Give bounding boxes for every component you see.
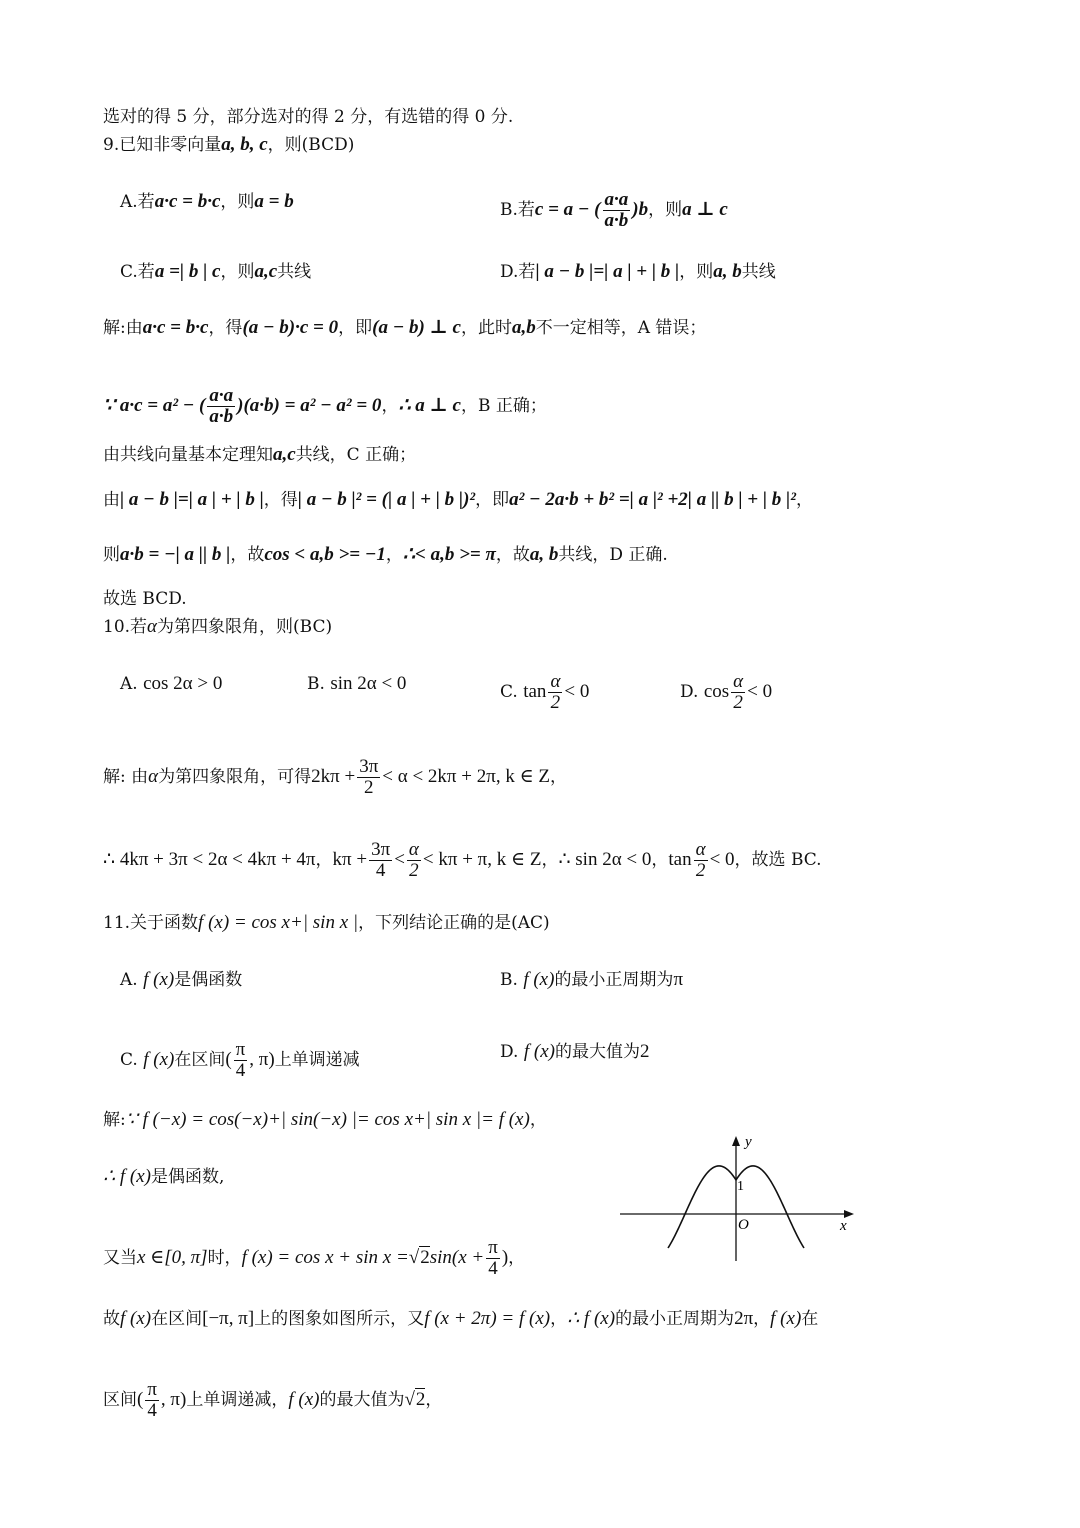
q11-option-a: A. f (x)是偶函数	[120, 969, 243, 990]
q9-solution-line-5: 则a·b = −| a || b |，故cos < a,b >= −1，∴< a,b >= π，故a, b共线，D 正确.	[103, 544, 668, 565]
q10-d-fraction: $\frac{\alpha}{2}$	[733, 671, 744, 713]
sqrt-symbol: √	[408, 1246, 420, 1268]
q10-option-b: B. sin 2α < 0	[307, 673, 407, 694]
q9-solution-line-4: 由| a − b |=| a | + | b |，得| a − b |² = (| a | + | b |)²，即a² − 2a·b + b² =| a |² +2| a || b | + | b |²，	[103, 489, 813, 510]
q11-solution-line-4: 故f (x)在区间[−π, π]上的图象如图所示，又f (x + 2π) = f (x)，∴ f (x)的最小正周期为2π，f (x)在	[103, 1308, 819, 1329]
q11-option-b: B. f (x)的最小正周期为π	[500, 969, 684, 990]
y-intercept-label: 1	[737, 1179, 744, 1194]
q9-solution-line-1: 解:由a·c = b·c，得(a − b)·c = 0，即(a − b) ⊥ c，此时a,b不一定相等，A 错误；	[103, 317, 707, 338]
q10-sol-fraction-1: $\frac{3\pi}{2}$	[359, 756, 379, 798]
q9-stem: 9.已知非零向量a, b, c，则(BCD)	[103, 134, 355, 155]
q9-sol-fraction: $\frac{a\cdot a}{a\cdot b}$	[209, 385, 234, 427]
q10-stem: 10.若α为第四象限角，则(BC)	[103, 616, 333, 637]
q11-sol-fraction-2: $\frac{\pi}{4}$	[147, 1379, 157, 1421]
q9-b-fraction: $\frac{a\cdot a}{a\cdot b}$	[604, 189, 629, 231]
q11-solution-line-5: 区间( $\frac{\pi}{4}$ , π)上单调递减，f (x)的最大值为√2，	[103, 1379, 443, 1421]
q9-option-b: B.若c = a − ( $\frac{a\cdot a}{a\cdot b}$ )b，则a ⊥ c	[500, 189, 728, 231]
q9-option-a: A.若a·c = b·c，则a = b	[120, 191, 294, 212]
x-axis-arrow-icon	[844, 1210, 854, 1218]
y-axis-label: y	[745, 1134, 752, 1150]
q10-option-d: D. cos $\frac{\alpha}{2}$ < 0	[680, 671, 773, 713]
q10-sol-fraction-2: $\frac{3\pi}{4}$	[371, 839, 391, 881]
q9-option-c: C.若a =| b | c，则a,c共线	[120, 261, 312, 282]
q11-option-c: C. f (x)在区间( $\frac{\pi}{4}$ , π)上单调递减	[120, 1039, 360, 1081]
q11-solution-line-2: ∴ f (x)是偶函数,	[103, 1166, 225, 1187]
function-graph	[618, 1133, 858, 1265]
q10-option-c: C. tan $\frac{\alpha}{2}$ < 0	[500, 671, 590, 713]
q10-solution-line-2: ∴ 4kπ + 3π < 2α < 4kπ + 4π，kπ + $\frac{3\pi}{4}$ < $\frac{\alpha}{2}$ < kπ + π, k ∈ Z，∴ sin 2α < 0，tan $\frac{\alpha}{2}$ < 0，故选 BC.	[103, 839, 822, 881]
q11-sol-fraction-1: $\frac{\pi}{4}$	[488, 1237, 498, 1279]
q11-solution-line-1: 解:∵ f (−x) = cos(−x)+| sin(−x) |= cos x+| sin x |= f (x)，	[103, 1109, 547, 1130]
q10-solution-line-1: 解: 由α为第四象限角，可得2kπ + $\frac{3\pi}{2}$ < α < 2kπ + 2π, k ∈ Z，	[103, 756, 567, 798]
q10-c-fraction: $\frac{\alpha}{2}$	[550, 671, 561, 713]
q9-solution-line-2: ∵ a·c = a² − ( $\frac{a\cdot a}{a\cdot b}$ )(a·b) = a² − a² = 0，∴ a ⊥ c，B 正确；	[103, 385, 547, 427]
q11-stem: 11.关于函数f (x) = cos x+| sin x |，下列结论正确的是(AC)	[103, 912, 550, 933]
q10-sol-fraction-3: $\frac{\alpha}{2}$	[408, 839, 419, 881]
q9-solution-line-3: 由共线向量基本定理知a,c共线，C 正确；	[103, 444, 417, 465]
q11-option-d: D. f (x)的最大值为2	[500, 1041, 650, 1062]
q9-answer: 故选 BCD.	[103, 589, 187, 609]
y-axis-arrow-icon	[732, 1136, 740, 1146]
q11-c-fraction: $\frac{\pi}{4}$	[235, 1039, 246, 1081]
q10-sol-fraction-4: $\frac{\alpha}{2}$	[695, 839, 706, 881]
origin-label: O	[738, 1217, 749, 1233]
intro-line: 选对的得 5 分，部分选对的得 2 分，有选错的得 0 分.	[103, 107, 514, 127]
q10-option-a: A. cos 2α > 0	[120, 673, 223, 694]
q11-solution-line-3: 又当x ∈[0, π]时，f (x) = cos x + sin x =√2sin(x + $\frac{\pi}{4}$ )，	[103, 1237, 526, 1279]
q9-option-d: D.若| a − b |=| a | + | b |，则a, b共线	[500, 261, 776, 282]
sqrt-symbol: √	[404, 1388, 415, 1410]
x-axis-label: x	[840, 1218, 847, 1234]
